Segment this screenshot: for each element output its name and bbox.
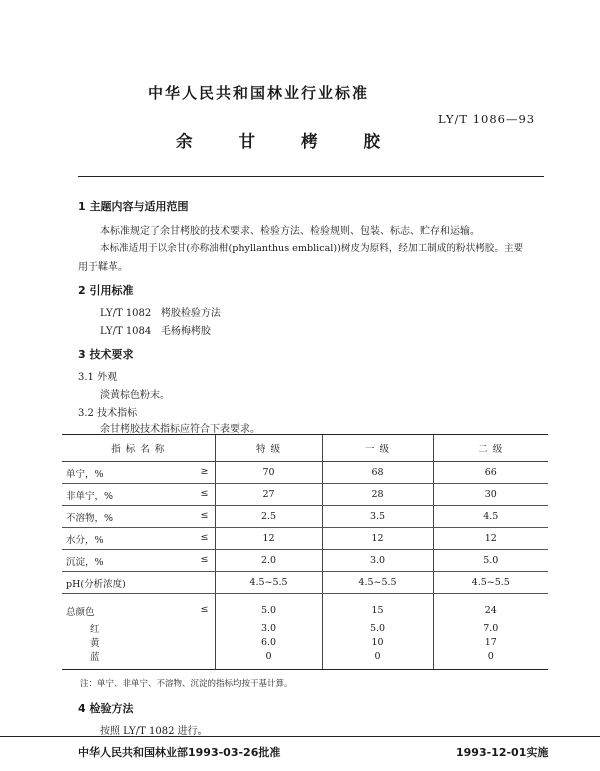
comparison-operator: ≤	[200, 487, 209, 499]
table-cell: 10	[322, 635, 433, 649]
table-row	[62, 506, 548, 528]
table-cell: 5.0	[433, 550, 548, 572]
table-row	[62, 484, 548, 506]
title-char: 胶	[363, 132, 380, 151]
table-row	[62, 550, 548, 572]
document-title	[176, 128, 426, 152]
table-header-row	[62, 435, 548, 462]
table-cell: 24	[433, 594, 548, 622]
comparison-operator: ≥	[200, 465, 209, 477]
section-3-2-heading: 3.2 技术指标	[78, 408, 138, 419]
column-header: 一 级	[322, 435, 433, 462]
row-label: 总颜色	[66, 606, 95, 618]
table-cell: 12	[215, 528, 322, 550]
table-cell: 4.5~5.5	[433, 572, 548, 594]
table-row	[62, 572, 548, 594]
table-cell: 12	[322, 528, 433, 550]
table-cell: 68	[322, 462, 433, 484]
table-cell: 4.5~5.5	[322, 572, 433, 594]
table-cell: 0	[322, 649, 433, 670]
comparison-operator: ≤	[200, 531, 209, 543]
table-cell: 4.5~5.5	[215, 572, 322, 594]
row-label: 单宁，%	[66, 468, 104, 480]
section-3-1-heading: 3.1 外观	[78, 372, 118, 383]
section-3-heading: 3 技术要求	[78, 348, 134, 361]
column-header: 特 级	[215, 435, 322, 462]
reference-item	[100, 304, 221, 319]
effective-date: 1993-12-01实施	[456, 746, 549, 759]
column-header: 二 级	[433, 435, 548, 462]
table-cell: 3.0	[322, 550, 433, 572]
section-4-text: 按照 LY/T 1082 进行。	[100, 726, 208, 737]
table-cell: 12	[433, 528, 548, 550]
approval-issuer: 中华人民共和国林业部1993-03-26批准	[78, 746, 281, 759]
table-cell: 7.0	[433, 621, 548, 635]
column-header: 指 标 名 称	[62, 435, 215, 462]
table-cell: 15	[322, 594, 433, 622]
table-cell: 28	[322, 484, 433, 506]
section-4-heading: 4 检验方法	[78, 702, 134, 715]
reference-item	[100, 322, 211, 337]
table-cell: 2.5	[215, 506, 322, 528]
section-1-heading: 1 主题内容与适用范围	[78, 200, 189, 213]
section-1-para-2-line-2: 用于鞣革。	[78, 262, 128, 273]
title-char: 余	[176, 132, 193, 151]
table-row	[62, 528, 548, 550]
table-cell: 66	[433, 462, 548, 484]
footer-rule	[0, 736, 600, 737]
section-3-2-text: 余甘栲胶技术指标应符合下表要求。	[100, 424, 260, 435]
row-label: 蓝	[90, 652, 100, 663]
section-1-para-1: 本标准规定了余甘栲胶的技术要求、检验方法、检验规则、包装、标志、贮存和运输。	[100, 226, 480, 237]
reference-title: 毛杨梅栲胶	[160, 326, 211, 337]
table-note: 注：单宁、非单宁、不溶物、沉淀的指标均按干基计算。	[80, 679, 293, 689]
comparison-operator: ≤	[200, 553, 209, 565]
row-label: 红	[90, 624, 100, 635]
reference-title: 栲胶检验方法	[160, 308, 221, 319]
section-3-1-text: 淡黄棕色粉末。	[100, 390, 170, 401]
table-cell: 3.5	[322, 506, 433, 528]
comparison-operator: ≤	[200, 603, 209, 615]
row-label: 水分，%	[66, 534, 104, 546]
table-cell: 4.5	[433, 506, 548, 528]
standard-code: LY/T 1086—93	[438, 112, 536, 126]
table-cell: 17	[433, 635, 548, 649]
table-cell: 3.0	[215, 621, 322, 635]
table-cell: 70	[215, 462, 322, 484]
table-row	[62, 635, 548, 649]
table-cell: 2.0	[215, 550, 322, 572]
table-row	[62, 621, 548, 635]
reference-code: LY/T 1082	[100, 308, 152, 319]
row-label: 沉淀，%	[66, 556, 104, 568]
reference-code: LY/T 1084	[100, 326, 152, 337]
technical-specifications-table	[62, 434, 548, 670]
table-cell: 30	[433, 484, 548, 506]
table-row	[62, 462, 548, 484]
header-rule	[78, 176, 544, 177]
title-char: 栲	[301, 132, 318, 151]
table-cell: 27	[215, 484, 322, 506]
table-cell: 5.0	[215, 594, 322, 622]
table-cell: 5.0	[322, 621, 433, 635]
table-row	[62, 649, 548, 670]
standard-category-title: 中华人民共和国林业行业标准	[148, 84, 370, 102]
table-row	[62, 594, 548, 622]
table-cell: 0	[433, 649, 548, 670]
table-cell: 6.0	[215, 635, 322, 649]
comparison-operator: ≤	[200, 509, 209, 521]
row-label: pH(分析浓度)	[66, 578, 126, 590]
title-char: 甘	[238, 132, 255, 151]
row-label: 黄	[90, 638, 100, 649]
row-label: 非单宁，%	[66, 490, 114, 502]
section-1-para-2-line-1: 本标准适用于以余甘(亦称油柑(phyllanthus emblical))树皮为原料，经加工制成的粉状栲胶。主要	[100, 243, 524, 254]
section-2-heading: 2 引用标准	[78, 284, 134, 297]
table-cell: 0	[215, 649, 322, 670]
row-label: 不溶物，%	[66, 512, 114, 524]
